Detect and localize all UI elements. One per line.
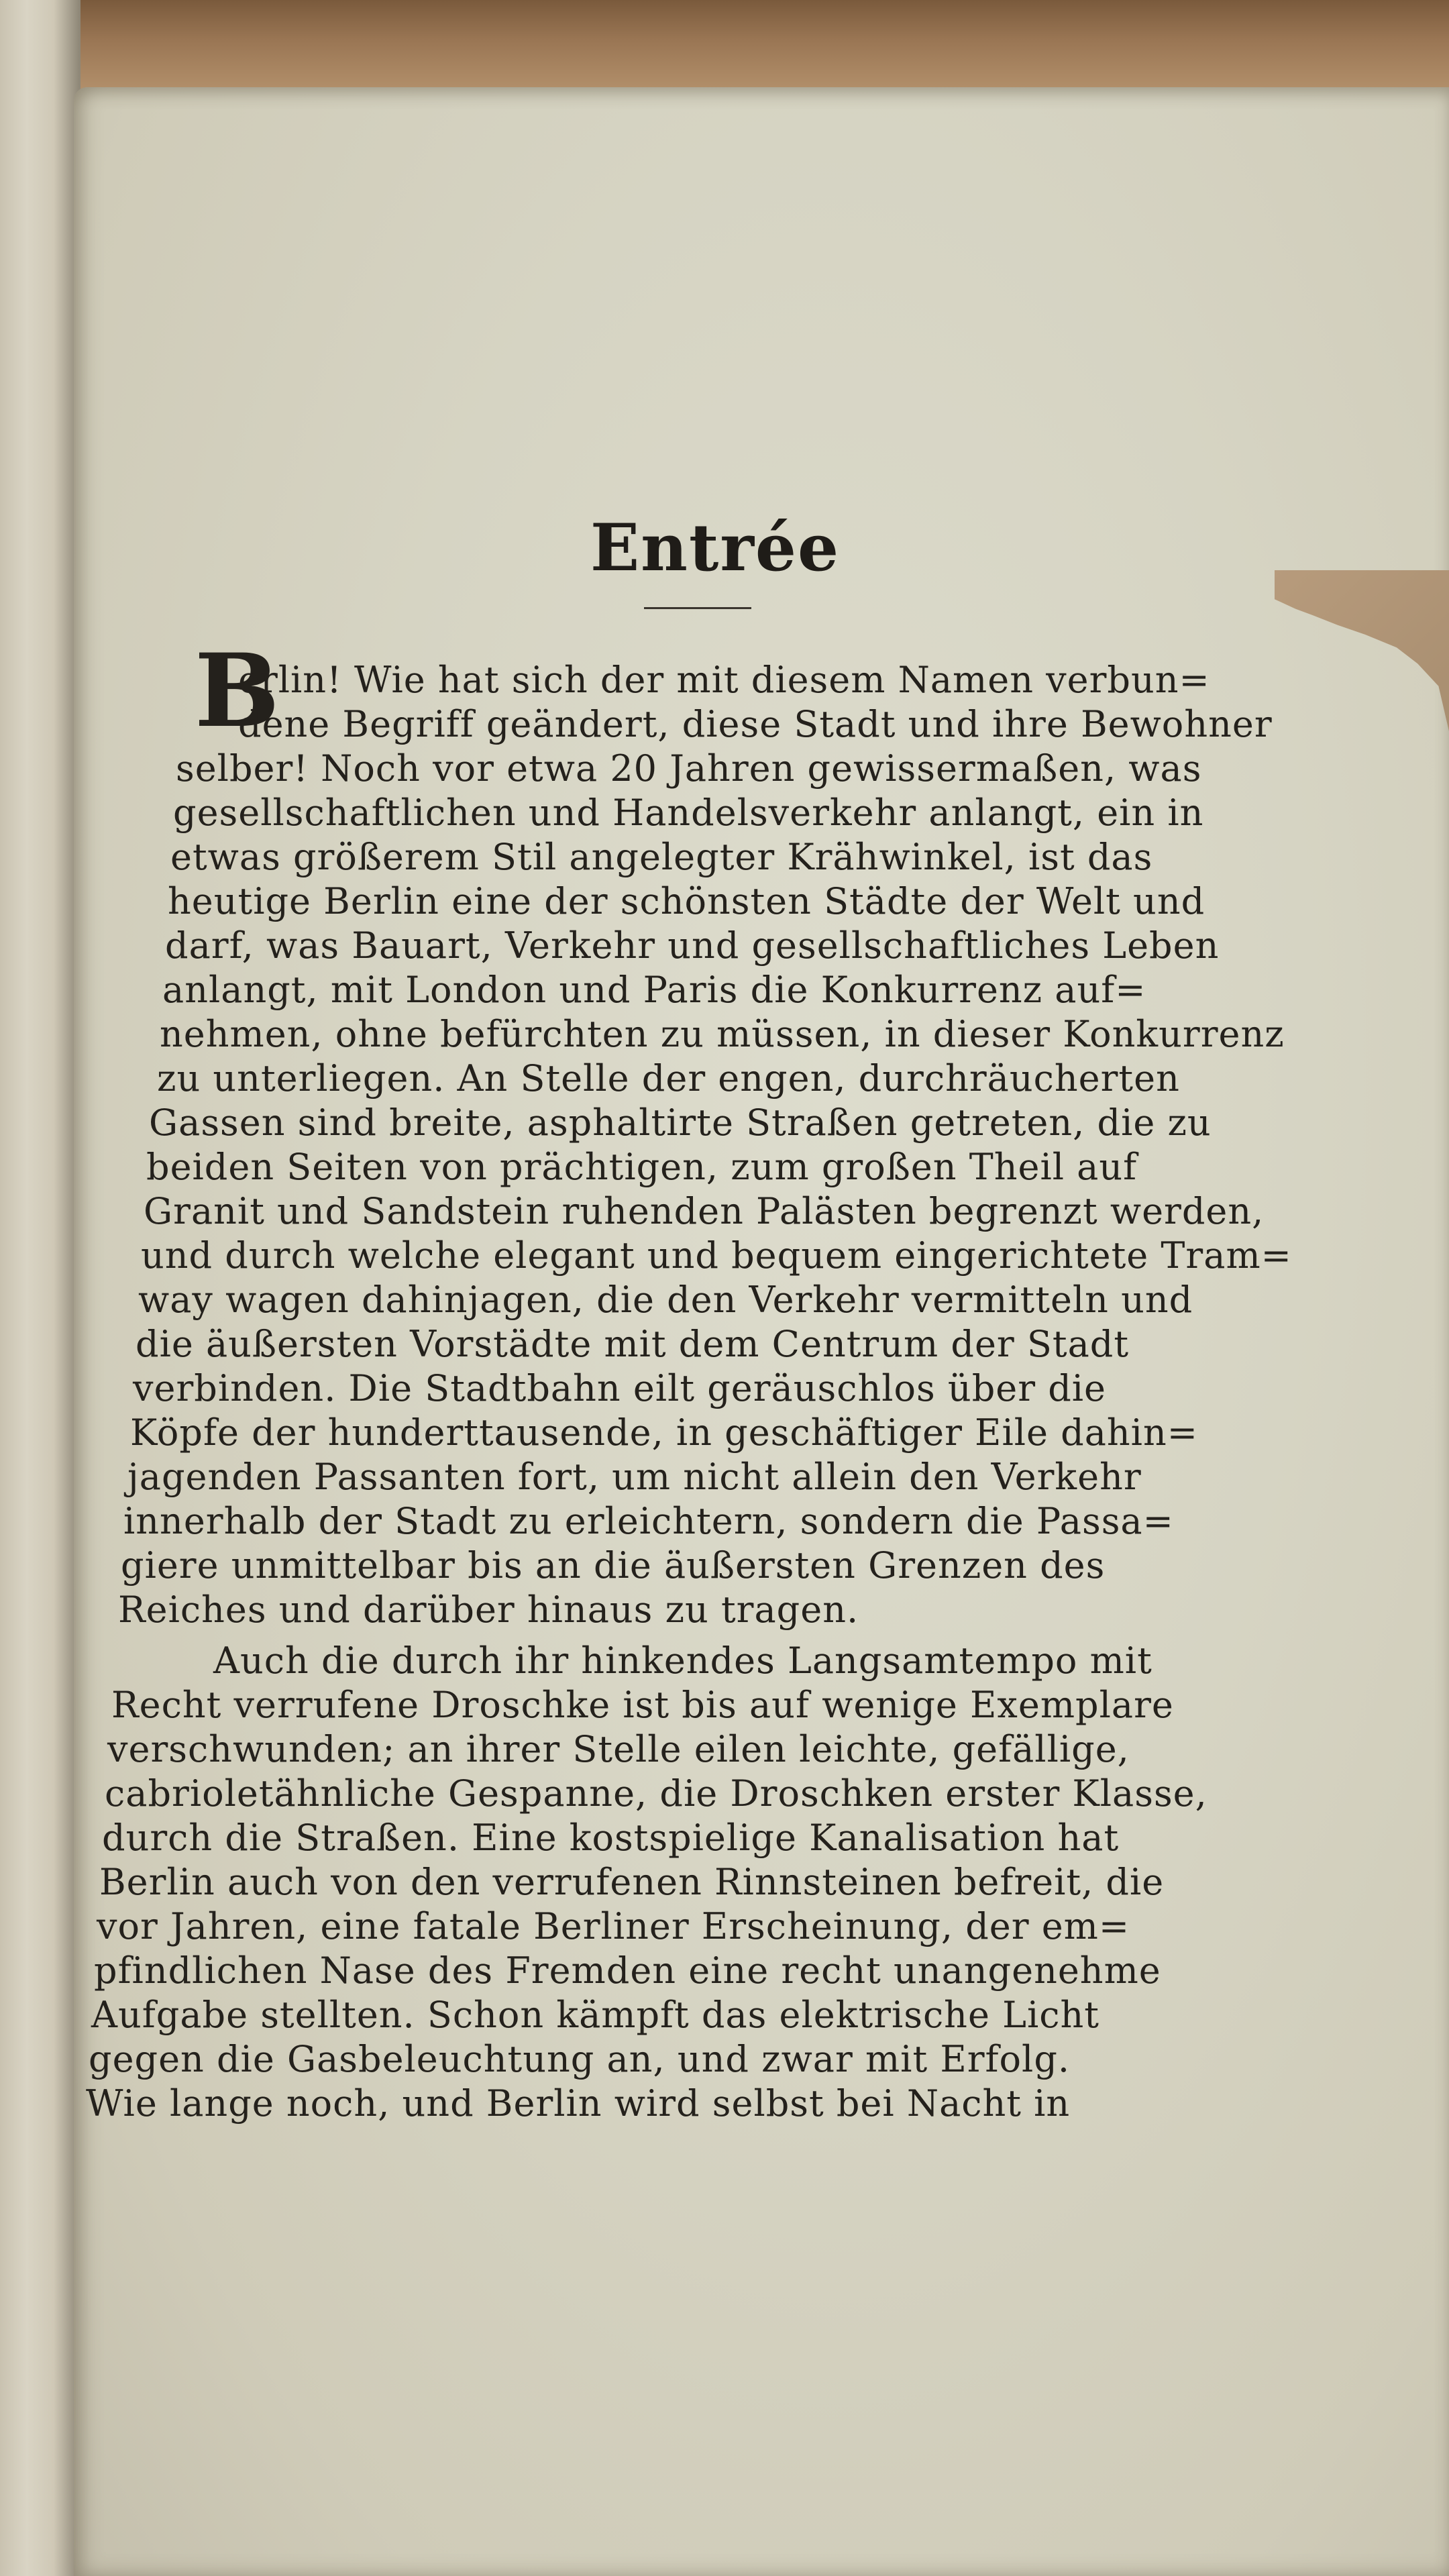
torn-corner [1275, 570, 1449, 731]
text-line: dene Begriff geändert, diese Stadt und ihre Bewohner [238, 703, 1273, 745]
drop-cap: B [195, 632, 280, 750]
text-line: selber! Noch vor etwa 20 Jahren gewissermaßen, was [176, 747, 1202, 790]
text-line: darf, was Bauart, Verkehr und gesellschaftliches Leben [165, 924, 1220, 967]
text-line: Granit und Sandstein ruhenden Palästen begrenzt werden, [144, 1190, 1265, 1232]
text-line: Aufgabe stellten. Schon kämpft das elektrische Licht [91, 1994, 1099, 2036]
text-line: Auch die durch ihr hinkendes Langsamtempo mit [213, 1640, 1152, 1682]
text-line: way wagen dahinjagen, die den Verkehr vermitteln und [138, 1279, 1193, 1321]
text-line: etwas größerem Stil angelegter Krähwinkel, ist das [170, 836, 1153, 878]
text-line: anlangt, mit London und Paris die Konkurrenz auf= [162, 969, 1146, 1011]
text-line: die äußersten Vorstädte mit dem Centrum der Stadt [136, 1323, 1130, 1365]
text-line: innerhalb der Stadt zu erleichtern, sondern die Passa= [123, 1500, 1174, 1542]
text-line: Gassen sind breite, asphaltirte Straßen getreten, die zu [149, 1102, 1212, 1144]
text-line: erlin! Wie hat sich der mit diesem Namen verbun= [238, 659, 1210, 701]
text-line: zu unterliegen. An Stelle der engen, durchräucherten [157, 1057, 1180, 1099]
text-line: durch die Straßen. Eine kostspielige Kanalisation hat [102, 1817, 1120, 1859]
text-line: Berlin auch von den verrufenen Rinnsteinen befreit, die [99, 1861, 1165, 1903]
text-line: giere unmittelbar bis an die äußersten Grenzen des [121, 1544, 1106, 1587]
text-line: Recht verrufene Droschke ist bis auf wenige Exemplare [111, 1684, 1174, 1726]
text-line: jagenden Passanten fort, um nicht allein den Verkehr [127, 1456, 1142, 1498]
text-line: Reiches und darüber hinaus zu tragen. [118, 1589, 859, 1631]
text-line: beiden Seiten von prächtigen, zum großen Theil auf [146, 1146, 1138, 1188]
text-line: gesellschaftlichen und Handelsverkehr anlangt, ein in [173, 792, 1204, 834]
text-line: heutige Berlin eine der schönsten Städte der Welt und [168, 880, 1205, 922]
text-line: pfindlichen Nase des Fremden eine recht unangenehme [94, 1949, 1161, 1992]
page-title: Entrée [590, 510, 841, 586]
text-line: vor Jahren, eine fatale Berliner Erscheinung, der em= [97, 1905, 1130, 1947]
title-divider [644, 607, 751, 609]
text-line: verbinden. Die Stadtbahn eilt geräuschlos über die [133, 1367, 1106, 1409]
text-line: nehmen, ohne befürchten zu müssen, in dieser Konkurrenz [160, 1013, 1285, 1055]
text-line: gegen die Gasbeleuchtung an, und zwar mit Erfolg. [89, 2038, 1071, 2080]
text-line: und durch welche elegant und bequem eingerichtete Tram= [141, 1234, 1292, 1277]
left-page-edge [0, 0, 80, 2576]
text-line: Köpfe der hunderttausende, in geschäftiger Eile dahin= [130, 1411, 1198, 1454]
text-line: verschwunden; an ihrer Stelle eilen leichte, gefällige, [107, 1728, 1130, 1770]
text-line: cabrioletähnliche Gespanne, die Droschken erster Klasse, [105, 1772, 1208, 1815]
text-line: Wie lange noch, und Berlin wird selbst bei Nacht in [86, 2082, 1071, 2125]
